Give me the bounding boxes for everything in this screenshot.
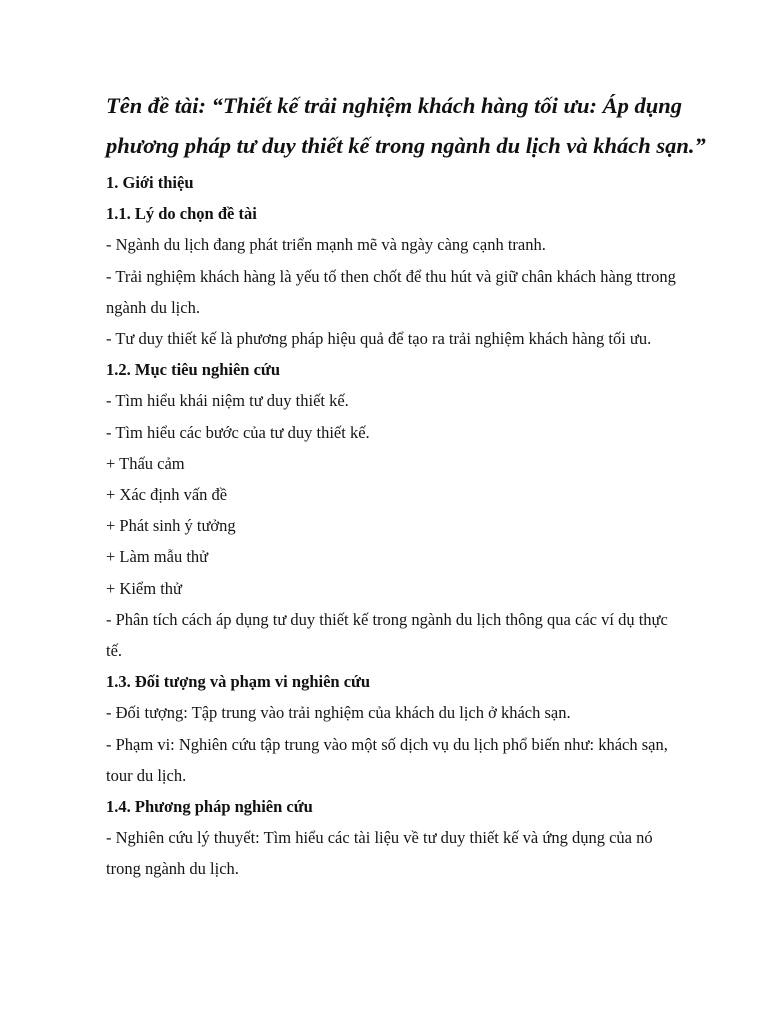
section-heading-introduction: 1. Giới thiệu <box>106 173 194 192</box>
paragraph-line: - Trải nghiệm khách hàng là yếu tố then chốt để thu hút và giữ chân khách hàng ttrong <box>106 267 676 286</box>
paragraph-line: - Nghiên cứu lý thuyết: Tìm hiểu các tài liệu về tư duy thiết kế và ứng dụng của nó <box>106 828 653 847</box>
paragraph-line: - Ngành du lịch đang phát triển mạnh mẽ và ngày càng cạnh tranh. <box>106 235 546 254</box>
paragraph-line: - Tìm hiểu khái niệm tư duy thiết kế. <box>106 391 349 410</box>
paragraph-line: - Tư duy thiết kế là phương pháp hiệu quả để tạo ra trải nghiệm khách hàng tối ưu. <box>106 329 652 348</box>
paragraph-line: - Đối tượng: Tập trung vào trải nghiệm của khách du lịch ở khách sạn. <box>106 703 571 722</box>
paragraph-line: ngành du lịch. <box>106 298 200 317</box>
list-item-step: + Kiểm thử <box>106 579 182 598</box>
subsection-heading-scope: 1.3. Đối tượng và phạm vi nghiên cứu <box>106 672 371 691</box>
subsection-heading-reason: 1.1. Lý do chọn đề tài <box>106 204 257 223</box>
paragraph-line: trong ngành du lịch. <box>106 859 239 878</box>
document-title-line-2: phương pháp tư duy thiết kế trong ngành du lịch và khách sạn.” <box>106 133 706 158</box>
document-title-line-1: Tên đề tài: “Thiết kế trải nghiệm khách hàng tối ưu: Áp dụng <box>106 93 683 118</box>
paragraph-line: - Phạm vi: Nghiên cứu tập trung vào một số dịch vụ du lịch phổ biến như: khách sạn, <box>106 735 668 754</box>
paragraph-line: - Tìm hiểu các bước của tư duy thiết kế. <box>106 423 370 442</box>
list-item-step: + Phát sinh ý tưởng <box>106 516 236 535</box>
subsection-heading-methods: 1.4. Phương pháp nghiên cứu <box>106 797 313 816</box>
paragraph-line: tế. <box>106 641 123 660</box>
list-item-step: + Làm mẫu thử <box>106 547 209 566</box>
list-item-step: + Xác định vấn đề <box>106 485 228 504</box>
paragraph-line: - Phân tích cách áp dụng tư duy thiết kế trong ngành du lịch thông qua các ví dụ thực <box>106 610 668 629</box>
list-item-step: + Thấu cảm <box>106 454 185 473</box>
subsection-heading-objectives: 1.2. Mục tiêu nghiên cứu <box>106 360 280 379</box>
paragraph-line: tour du lịch. <box>106 766 187 785</box>
